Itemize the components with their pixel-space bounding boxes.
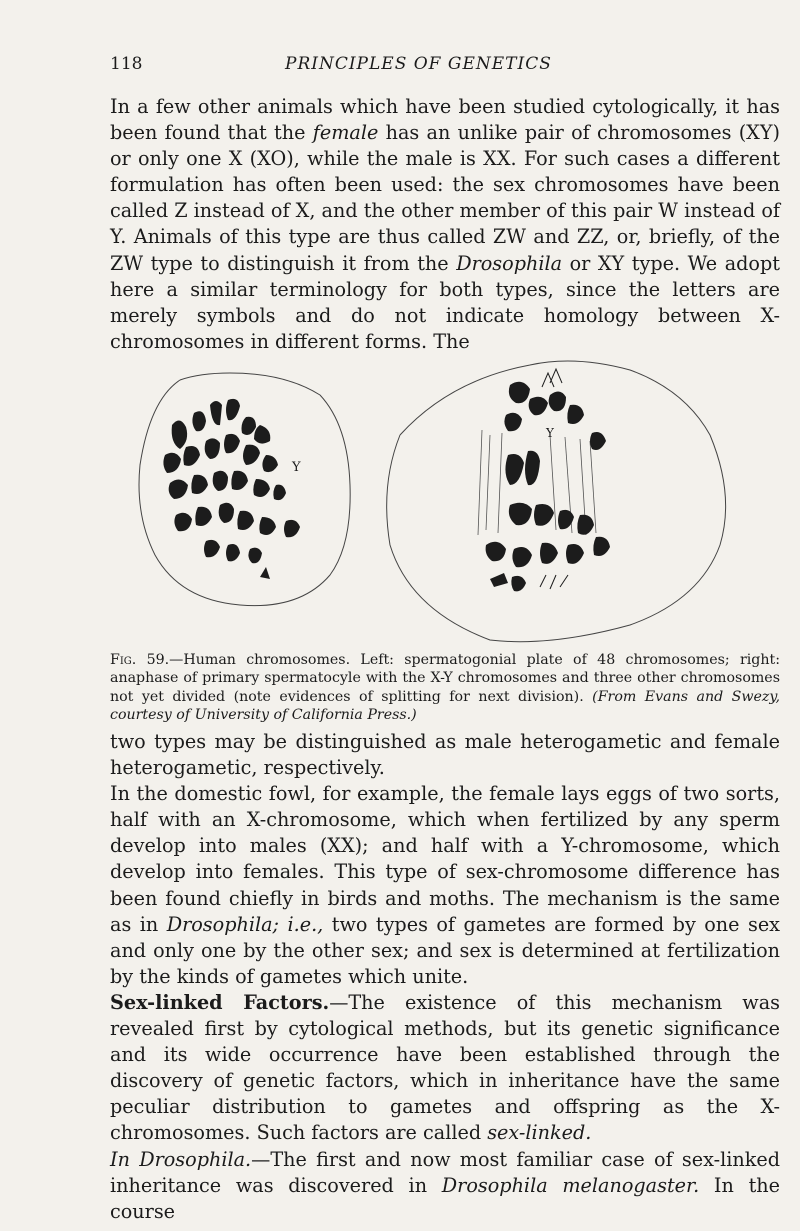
paragraph-sex-linked-factors: Sex-linked Factors.—The existence of this mechanism was revealed first by cytological methods, but its genetic significance and its wide occurrence have been established through the discovery of genetic factors, which in inheritance have the same peculiar distribution to gametes and offspring as the X-chromosomes. Such factors are called sex-linked. xyxy=(110,990,781,1145)
emphasis-sex-linked: sex-linked. xyxy=(487,1121,592,1145)
emphasis-drosophila-melanogaster: Drosophila melanogaster. xyxy=(441,1173,700,1197)
section-heading-sex-linked-factors: Sex-linked Factors. xyxy=(110,990,330,1014)
paragraph-heterogametic: two types may be distinguished as male heterogametic and female heterogametic, respectively. xyxy=(110,730,780,780)
left-cell-spermatogonial-plate xyxy=(139,373,350,606)
figure-caption xyxy=(110,651,780,724)
paragraph-in-drosophila: In Drosophila.—The first and now most familiar case of sex-linked inheritance was discovered in Drosophila melanogaster. In the course xyxy=(110,1147,781,1223)
chromosome-illustration xyxy=(110,355,780,645)
figure-label: Fig. 59. xyxy=(110,652,170,668)
page-number: 118 xyxy=(110,54,143,74)
emphasis-female: female xyxy=(312,121,379,145)
left-y-label: Y xyxy=(292,460,301,475)
right-y-label: Y xyxy=(546,426,554,440)
emphasis-drosophila-ie: Drosophila; i.e., xyxy=(166,912,324,936)
paragraph-sex-chromosome-types: In a few other animals which have been studied cytologically, it has been found that the female has an unlike pair of chromosomes (XY) or only one X (XO), while the male is XX. For such cases a different formulation has often been used: the sex chromosomes have been called Z instead of X, and the other member of this pair W instead of Y. Animals of this type are thus called ZW and ZZ, or, briefly, of the ZW type to distinguish it from the Drosophila or XY type. We adopt here a similar terminology for both types, since the letters are merely symbols and do not indicate homology between X-chromosomes in different forms. The xyxy=(110,95,780,353)
running-header xyxy=(0,54,800,82)
emphasis-drosophila: Drosophila xyxy=(456,251,563,275)
figure-human-chromosomes xyxy=(110,355,780,645)
caption-credit: (From Evans and Swezy, courtesy of University of California Press.) xyxy=(110,688,780,723)
paragraph-domestic-fowl: In the domestic fowl, for example, the female lays eggs of two sorts, half with an X-chromosome, which when fertilized by any sperm develop into males (XX); and half with a Y-chromosome, which develop into females. This type of sex-chromosome difference has been found chiefly in birds and moths. The mechanism is the same as in Drosophila; i.e., two types of gametes are formed by one sex and only one by the other sex; and sex is determined at fertilization by the kinds of gametes which unite. xyxy=(110,782,780,988)
right-cell-anaphase xyxy=(387,361,726,642)
running-title: PRINCIPLES OF GENETICS xyxy=(285,54,552,74)
subheading-in-drosophila: In Drosophila. xyxy=(110,1147,252,1171)
body-text-continued xyxy=(110,729,780,1225)
caption-text: —Human chromosomes. Left: spermatogonial plate of 48 chromosomes; right: anaphase of primary spermatocyle with the X-Y chromosomes and three other chromosomes not yet divided (note evidences of splitting for next division). xyxy=(110,652,780,705)
